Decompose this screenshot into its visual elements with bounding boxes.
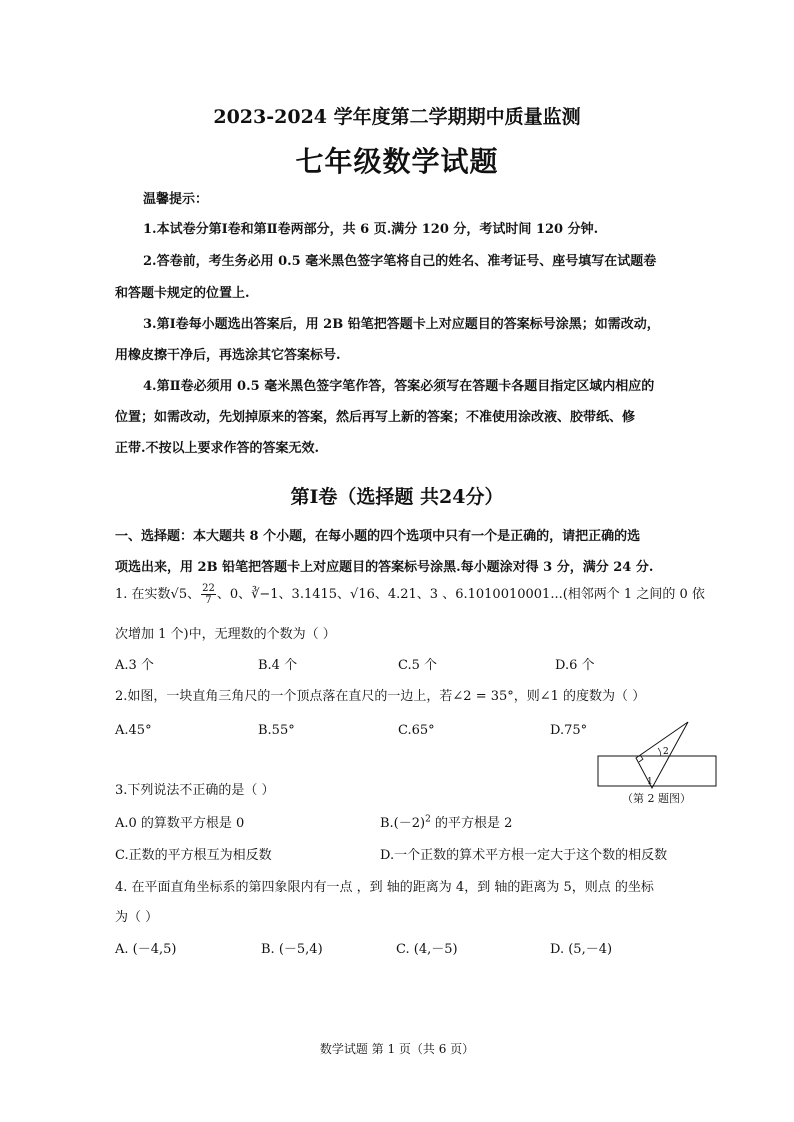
page-footer: 数学试题 第 1 页（共 6 页） (319, 1042, 475, 1056)
question-2-stem: 2.如图，一块直角三角尺的一个顶点落在直尺的一边上，若∠2 = 35°，则∠1 的度数为（ ） (115, 689, 646, 704)
question-3-stem: 3.下列说法不正确的是（ ） (115, 783, 275, 798)
q4-option-d: D. (5,－4) (550, 942, 613, 957)
angle-2-arc (658, 748, 661, 756)
tips-line-4c: 正带.不按以上要求作答的答案无效. (115, 441, 320, 456)
figure-caption: （第 2 题图） (622, 792, 691, 805)
question-1-prefix: 1. 在实数√5、 (115, 587, 201, 602)
q2-option-a: A.45° (115, 723, 152, 738)
question-4-line-1: 4. 在平面直角坐标系的第四象限内有一点 ，到 轴的距离为 4，到 轴的距离为 5，则点 的坐标 (115, 880, 654, 895)
q4-option-a: A. (－4,5) (115, 942, 177, 957)
ruler-shape (598, 756, 716, 786)
q3-option-b (380, 812, 512, 831)
q2-option-d: D.75° (550, 723, 588, 738)
tips-line-4b: 位置；如需改动，先划掉原来的答案，然后再写上新的答案；不准使用涂改液、胶带纸、修 (115, 410, 636, 425)
q1-option-c: C.5 个 (398, 658, 438, 673)
tips-line-1: 1.本试卷分第Ⅰ卷和第Ⅱ卷两部分，共 6 页.满分 120 分，考试时间 120 分钟. (143, 222, 599, 237)
fraction-denominator: 7 (205, 595, 212, 606)
tips-line-3a: 3.第Ⅰ卷每小题选出答案后，用 2B 铅笔把答题卡上对应题目的答案标号涂黑；如需改动， (143, 317, 660, 332)
question-1-line-1 (115, 582, 705, 608)
tips-line-2a: 2.答卷前，考生务必用 0.5 毫米黑色签字笔将自己的姓名、准考证号、座号填写在试题卷 (143, 254, 657, 269)
q3-option-b-post: 的平方根是 2 (430, 816, 513, 831)
question-4-line-2: 为（ ） (115, 910, 159, 925)
section-intro-a: 一、选择题：本大题共 8 个小题，在每小题的四个选项中只有一个是正确的，请把正确的选 (115, 529, 641, 544)
q4-option-b: B. (－5,4) (261, 942, 323, 957)
fraction-numerator: 22 (202, 583, 215, 594)
exam-title: 2023-2024 学年度第二学期期中质量监测 (213, 106, 581, 128)
q4-option-c: C. (4,－5) (396, 942, 458, 957)
tips-line-3b: 用橡皮擦干净后，再选涂其它答案标号. (115, 348, 341, 363)
fraction-22-7 (201, 583, 216, 606)
ruler-triangle-figure (592, 718, 722, 790)
question-1-rest: 、0、∛−1、3.1415、√16、4.21、3 、6.1010010001...(相邻两个 1 之间的 0 依 (216, 587, 705, 602)
q1-option-a: A.3 个 (115, 658, 154, 673)
tips-line-2b: 和答题卡规定的位置上. (115, 286, 250, 301)
q3-option-a: A.0 的算数平方根是 0 (115, 816, 245, 831)
section-intro-b: 项选出来，用 2B 铅笔把答题卡上对应题目的答案标号涂黑.每小题涂对得 3 分，满分 24 分. (115, 560, 654, 575)
q1-option-d: D.6 个 (555, 658, 595, 673)
q3-option-b-sup: 2 (425, 814, 431, 825)
tips-heading: 温馨提示： (143, 192, 209, 207)
q3-option-d: D.一个正数的算术平方根一定大于这个数的相反数 (380, 848, 668, 863)
angle-1-label: 1 (647, 777, 653, 787)
subject-title: 七年级数学试题 (295, 145, 499, 178)
q2-option-c: C.65° (398, 723, 435, 738)
triangle-shape (636, 722, 688, 788)
section-title: 第Ⅰ卷（选择题 共24分） (290, 486, 504, 508)
q1-option-b: B.4 个 (258, 658, 298, 673)
q3-option-c: C.正数的平方根互为相反数 (115, 848, 272, 863)
tips-line-4a: 4.第Ⅱ卷必须用 0.5 毫米黑色签字笔作答，答案必须写在答题卡各题目指定区域内相应的 (143, 379, 655, 394)
q3-option-b-pre: B.(－2) (380, 816, 426, 831)
angle-2-label: 2 (663, 747, 669, 757)
q2-option-b: B.55° (258, 723, 295, 738)
question-1-line-2: 次增加 1 个)中，无理数的个数为（ ） (115, 627, 336, 642)
